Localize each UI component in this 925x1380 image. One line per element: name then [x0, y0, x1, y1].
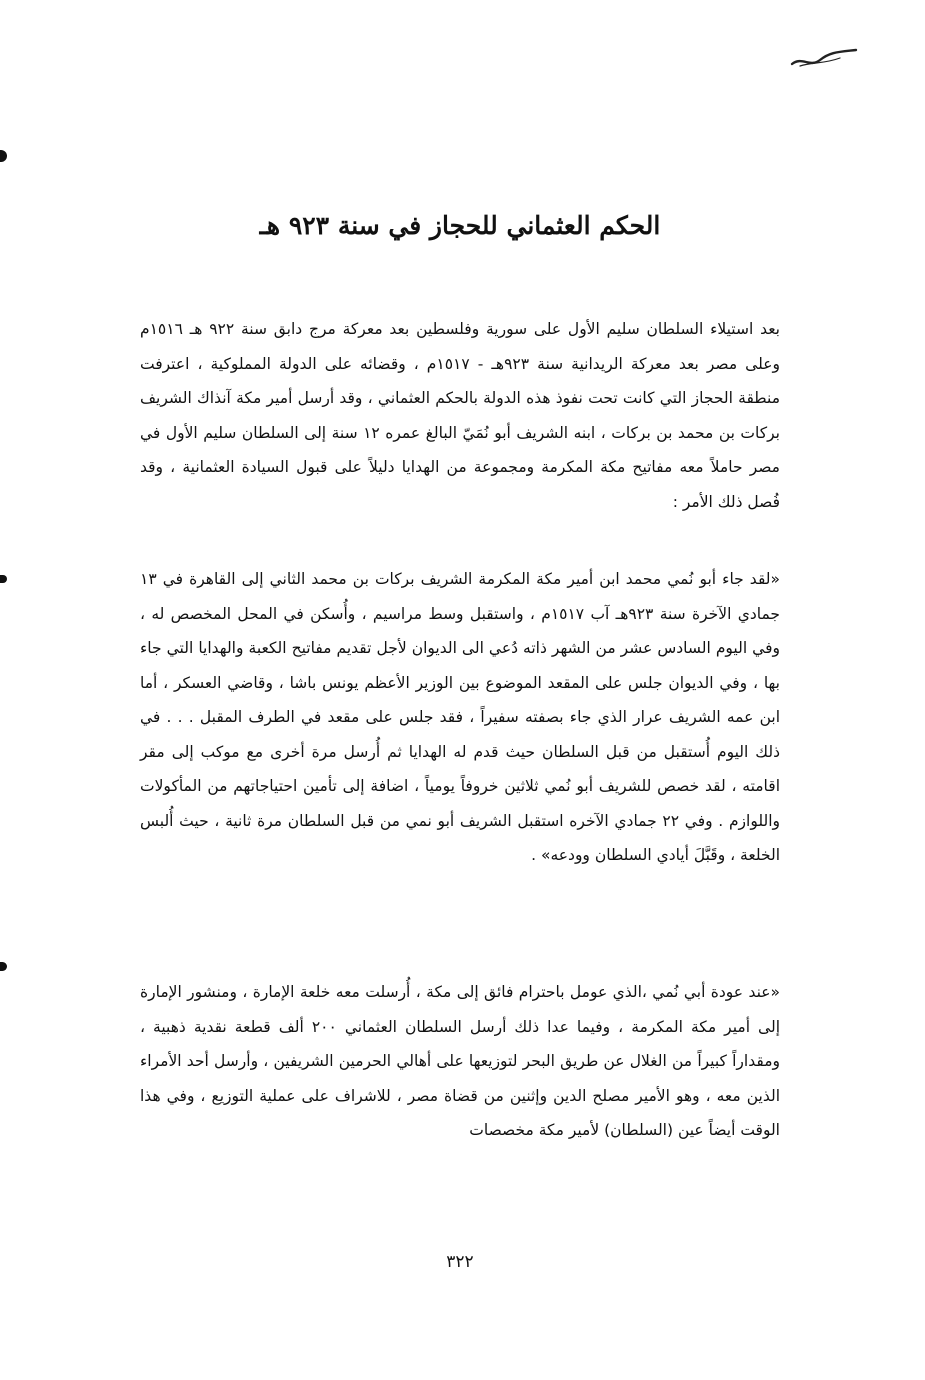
- paragraph-text: بعد استيلاء السلطان سليم الأول على سورية وفلسطين بعد معركة مرج دابق سنة ٩٢٢ هـ ١٥١٦م وعلى مصر بعد معركة الريدانية سنة ٩٢٣هـ - ١٥١٧م ، وقضائه على الدولة المملوكية ، اعترفت منطقة الحجاز التي كانت تحت نفوذ هذه الدولة بالحكم العثماني ، وقد أرسل أمير مكة آنذاك الشريف بركات بن محمد بن بركات ، ابنه الشريف أبو نُمَيّ البالغ عمره ١٢ سنة إلى السلطان سليم الأول في مصر حاملاً معه مفاتيح مكة المكرمة ومجموعة من الهدايا دليلاً على قبول السيادة العثمانية ، وقد فُصل ذلك الأمر :: [140, 320, 780, 511]
- scan-edge-mark: [0, 962, 7, 971]
- paragraph-text: «عند عودة أبي نُمي ،الذي عومل باحترام فائق إلى مكة ، أُرسلت معه خلعة الإمارة ، ومنشور الإمارة إلى أمير مكة المكرمة ، وفيما عدا ذلك أرسل السلطان العثماني ٢٠٠ ألف قطعة نقدية ذهبية ، ومقداراً كبيراً من الغلال عن طريق البحر لتوزيعها على أهالي الحرمين الشريفين ، وأرسل أحد الأمراء الذين معه ، وهو الأمير مصلح الدين وإثنين من قضاة مصر ، للاشراف على عملية التوزيع ، وفي هذا الوقت أيضاً عين (السلطان) لأمير مكة مخصصات: [140, 983, 780, 1139]
- chapter-title: الحكم العثماني للحجاز في سنة ٩٢٣ هـ: [259, 211, 661, 240]
- pen-mark-icon: [790, 42, 860, 72]
- scan-edge-mark: [0, 150, 7, 162]
- paragraph-text: «لقد جاء أبو نُمي محمد ابن أمير مكة المكرمة الشريف بركات بن محمد الثاني إلى القاهرة في ١٣ جمادي الآخرة سنة ٩٢٣هـ آب ١٥١٧م ، واستقبل وسط مراسيم ، وأُسكن في المحل المخصص له ، وفي اليوم السادس عشر من الشهر ذاته دُعي الى الديوان لأجل تقديم مفاتيح الكعبة والهدايا التي جاء بها ، وفي الديوان جلس على المقعد الموضوع بين الوزير الأعظم يونس باشا ، وقاضي العسكر ، أما ابن عمه الشريف عرار الذي جاء بصفته سفيراً ، فقد جلس على مقعد في الطرف المقبل . . . في ذلك اليوم أُستقبل من قبل السلطان حيث قدم له الهدايا ثم أُرسل مرة أخرى مع موكب إلى مقر اقامته ، لقد خصص للشريف أبو نُمي ثلاثين خروفاً يومياً ، اضافة إلى تأمين احتياجاتهم من المأكولات واللوازم . وفي ٢٢ جمادي الآخره استقبل الشريف أبو نمي من قبل السلطان مرة ثانية ، حيث أُلبس الخلعة ، وقَبَّلَ أيادي السلطان وودعه» .: [140, 570, 781, 864]
- paragraph-1: [140, 312, 780, 519]
- paragraph-3-quote: [140, 975, 780, 1148]
- scan-edge-mark: [0, 575, 7, 583]
- paragraph-2-quote: [140, 562, 780, 873]
- page-number: ٣٢٢: [446, 1252, 474, 1272]
